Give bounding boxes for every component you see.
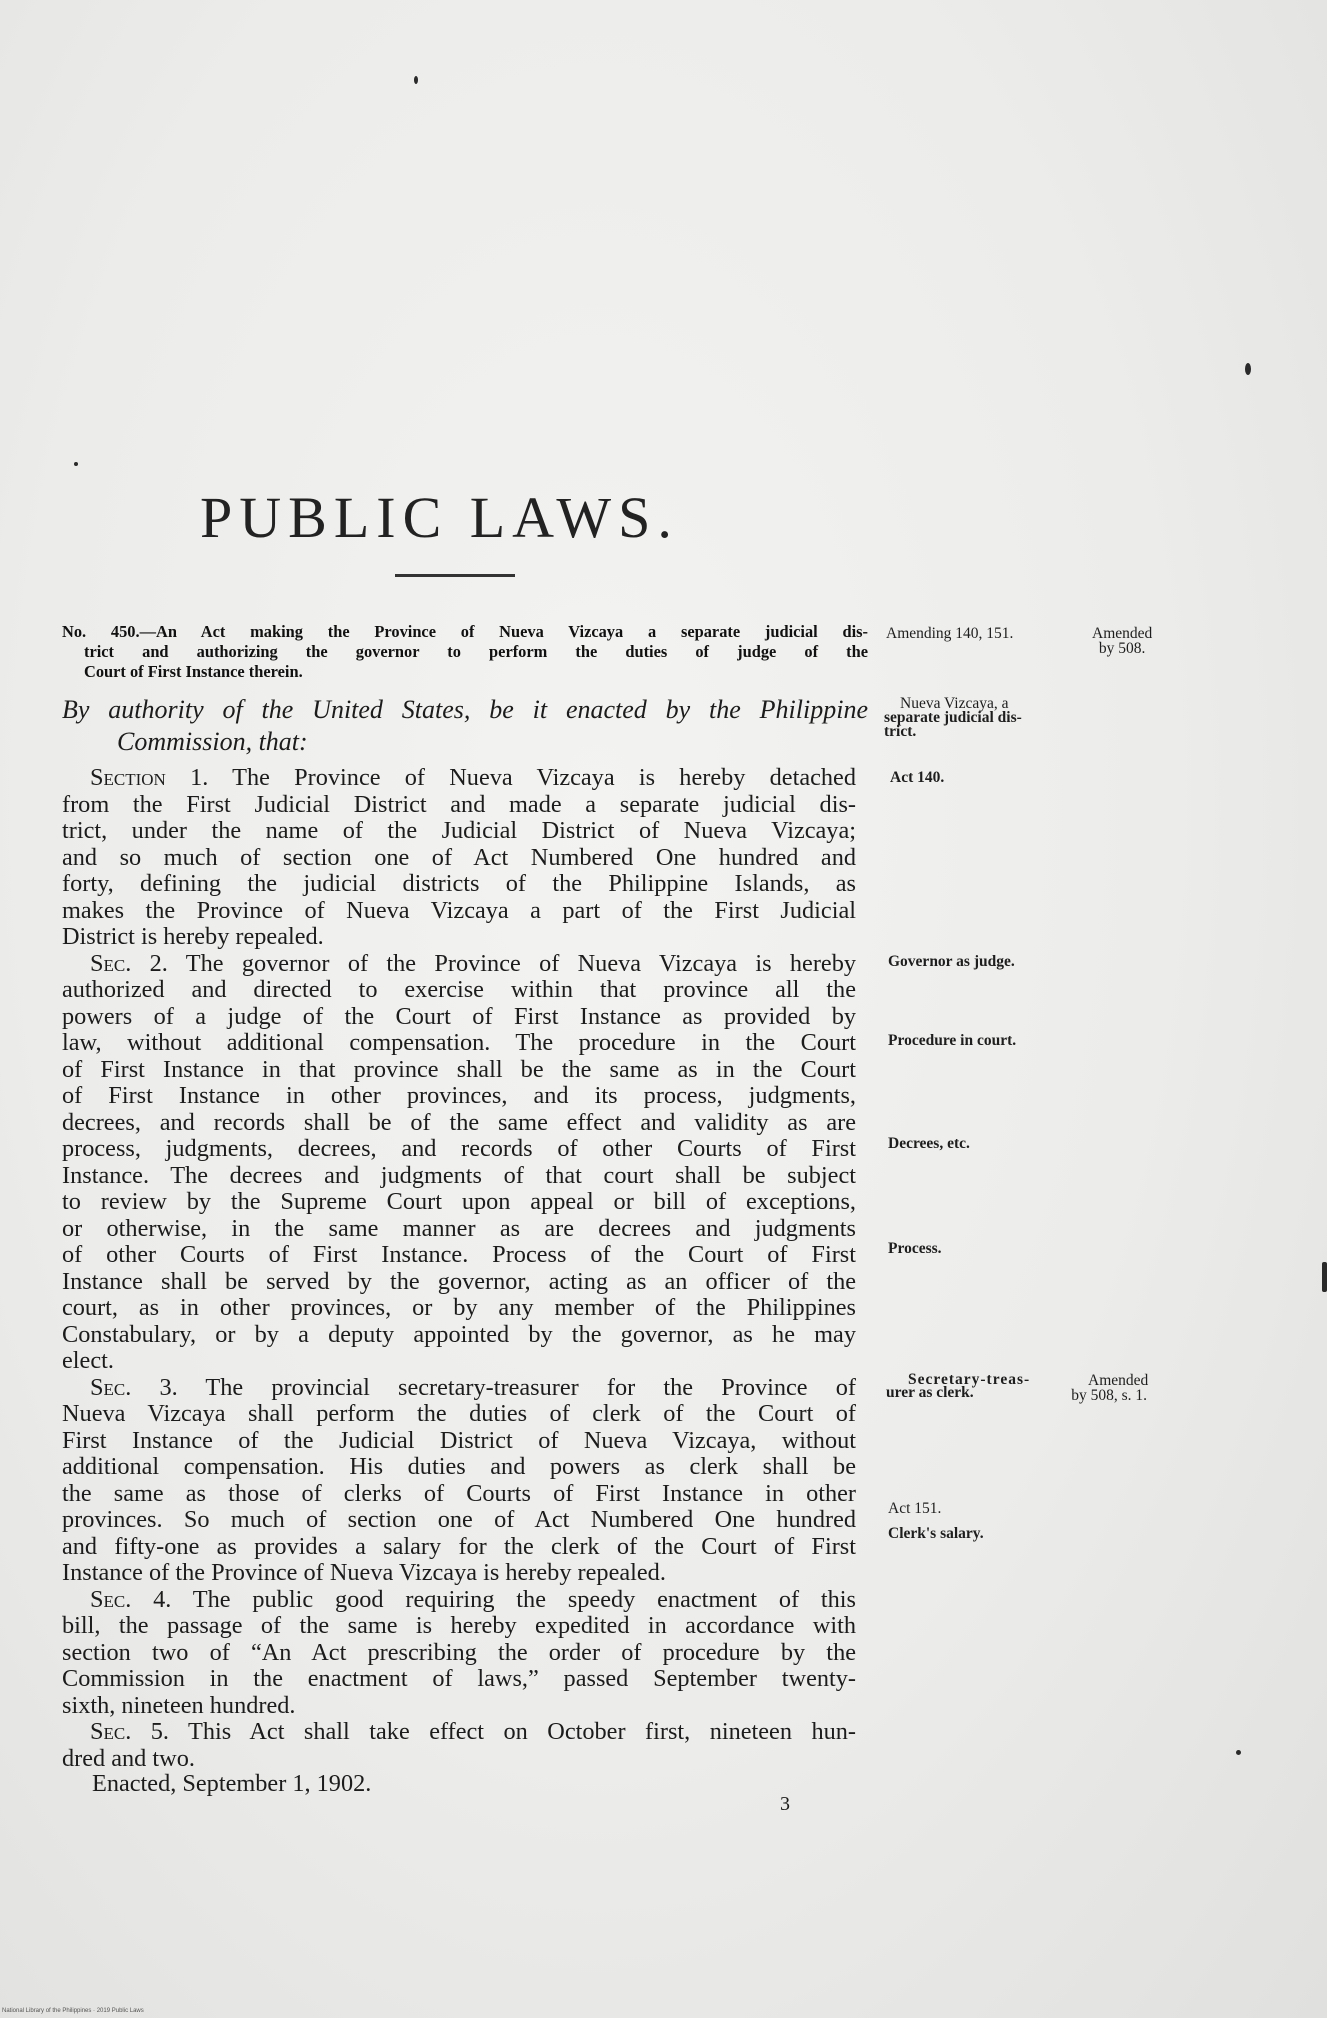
margin-note-line: by 508, s. 1.: [1071, 1387, 1148, 1404]
scan-speck: [74, 462, 78, 466]
body-line: [62, 1401, 856, 1428]
body-line: [62, 1481, 856, 1508]
margin-note-line: by 508.: [1098, 640, 1146, 657]
body-line-text: authorized and directed to exercise within that province all the: [62, 976, 856, 1003]
scan-speck: [1245, 363, 1251, 375]
margin-note-line: separate judicial dis-: [884, 709, 1022, 726]
enacting-clause: [62, 694, 868, 758]
section-label: Section: [90, 764, 166, 791]
enacting-clause-line: Commission, that:: [117, 727, 308, 756]
margin-note-governor: Governor as judge.: [888, 953, 1015, 970]
scan-speck: [414, 76, 418, 84]
margin-note-act-140: Act 140.: [890, 769, 945, 786]
act-heading-line: trict and authorizing the governor to perform the duties of judge of the: [84, 642, 868, 661]
margin-note-line: urer as clerk.: [886, 1384, 974, 1401]
body-line: [62, 818, 856, 845]
body-line-text: provinces. So much of section one of Act Numbered One hundred: [62, 1506, 856, 1533]
body-line: [62, 871, 856, 898]
scan-edge-mark: [1322, 1262, 1327, 1292]
body-line-text: 3. The provincial secretary-treasurer for the Province of: [131, 1373, 856, 1401]
body-line-text: of First Instance in other provinces, and its process, judgments,: [62, 1082, 856, 1109]
body-line-text: law, without additional compensation. The procedure in the Court: [62, 1029, 856, 1056]
body-line: [62, 898, 856, 925]
body-line: [62, 1083, 856, 1110]
body-line-text: and so much of section one of Act Numbered One hundred and: [62, 843, 856, 871]
margin-note-decrees: Decrees, etc.: [888, 1135, 970, 1152]
margin-note-line: trict.: [884, 723, 917, 740]
body-line: [62, 1242, 856, 1269]
body-line-text: Constabulary, or by a deputy appointed by the governor, as he may: [62, 1320, 856, 1348]
body-line: [62, 1057, 856, 1084]
body-line-text: bill, the passage of the same is hereby expedited in accordance with: [62, 1612, 856, 1639]
margin-note-amended: [1092, 626, 1152, 656]
section-label: Sec.: [90, 1585, 132, 1613]
margin-note-secretary-treasurer: [886, 1373, 1030, 1399]
body-line-text: the same as those of clerks of Courts of First Instance in other: [62, 1479, 856, 1507]
body-line-text: and fifty-one as provides a salary for the clerk of the Court of First: [62, 1532, 856, 1560]
body-line-text: process, judgments, decrees, and records of other Courts of First: [62, 1135, 856, 1162]
margin-note-process: Process.: [888, 1240, 942, 1257]
body-line-text: or otherwise, in the same manner as are decrees and judgments: [62, 1214, 856, 1242]
body-line-text: trict, under the name of the Judicial District of Nueva Vizcaya;: [62, 817, 856, 844]
body-line: [62, 951, 856, 978]
body-line: [62, 1534, 856, 1561]
body-line-text: Nueva Vizcaya shall perform the duties of clerk of the Court of: [62, 1400, 856, 1427]
enacting-clause-line: By authority of the United States, be it enacted by the Philippine: [62, 695, 868, 724]
margin-note-line: Amended: [1092, 625, 1153, 642]
scan-footer: National Library of the Philippines · 2019 Public Laws: [2, 2008, 144, 2014]
margin-note-act-151: Act 151.: [888, 1500, 942, 1517]
body-line: [62, 845, 856, 872]
body-line-text: to review by the Supreme Court upon appeal or bill of exceptions,: [62, 1188, 856, 1215]
body-line-text: District is hereby repealed.: [62, 923, 324, 950]
body-line-text: Instance. The decrees and judgments of that court shall be subject: [62, 1161, 856, 1189]
body-line: [62, 1216, 856, 1243]
body-line-text: 2. The governor of the Province of Nueva Vizcaya is hereby: [131, 949, 856, 977]
body-line-text: additional compensation. His duties and powers as clerk shall be: [62, 1453, 856, 1480]
body-line-text: elect.: [62, 1347, 114, 1374]
body-line: [62, 765, 856, 792]
body-line-text: court, as in other provinces, or by any member of the Philippines: [62, 1294, 856, 1321]
body-line-text: Instance shall be served by the governor, acting as an officer of the: [62, 1267, 856, 1295]
body-line: [62, 1640, 856, 1667]
body-line-text: section two of “An Act prescribing the order of procedure by the: [62, 1638, 856, 1666]
body-line: [62, 1666, 856, 1693]
body-line: [62, 1295, 856, 1322]
body-line-text: Instance of the Province of Nueva Vizcaya is hereby repealed.: [62, 1559, 666, 1586]
body-line-text: dred and two.: [62, 1744, 195, 1772]
body-line-text: decrees, and records shall be of the same effect and validity as are: [62, 1108, 856, 1136]
body-line: [62, 1613, 856, 1640]
body-line-text: of First Instance in that province shall be the same as in the Court: [62, 1055, 856, 1083]
body-line-text: forty, defining the judicial districts of the Philippine Islands, as: [62, 870, 856, 897]
body-line: [62, 1110, 856, 1137]
body-line: [62, 1189, 856, 1216]
body-line: [62, 1587, 856, 1614]
act-body: [62, 765, 856, 1772]
margin-note-line: Amended: [1088, 1372, 1149, 1389]
body-line: [62, 1560, 856, 1587]
body-line-text: 4. The public good requiring the speedy enactment of this: [131, 1585, 856, 1613]
margin-note-amending: Amending 140, 151.: [886, 625, 1014, 642]
body-line: [62, 924, 856, 951]
body-line: [62, 1375, 856, 1402]
section-label: Sec.: [90, 1718, 132, 1745]
body-line: [62, 1004, 856, 1031]
section-label: Sec.: [90, 949, 132, 977]
margin-note-line: Nueva Vizcaya, a: [900, 695, 1009, 712]
margin-note-procedure: Procedure in court.: [888, 1032, 1017, 1049]
body-line-text: from the First Judicial District and made a separate judicial dis-: [62, 790, 856, 818]
page-number: 3: [780, 1793, 790, 1815]
body-line: [62, 1719, 856, 1746]
body-line-text: makes the Province of Nueva Vizcaya a part of the First Judicial: [62, 896, 856, 924]
body-line-text: 1. The Province of Nueva Vizcaya is hereby detached: [165, 764, 856, 791]
page-title: PUBLIC LAWS.: [200, 485, 679, 550]
title-rule: [395, 574, 515, 577]
body-line: [62, 1746, 856, 1773]
body-line: [62, 1030, 856, 1057]
act-heading-line: No. 450.—An Act making the Province of Nueva Vizcaya a separate judicial dis-: [62, 622, 868, 641]
act-heading: [62, 622, 868, 682]
body-line: [62, 977, 856, 1004]
body-line: [62, 1269, 856, 1296]
body-line: [62, 1136, 856, 1163]
enacted-date: Enacted, September 1, 1902.: [92, 1770, 372, 1797]
body-line: [62, 1693, 856, 1720]
margin-note-amended-2: [1070, 1373, 1148, 1403]
body-line-text: of other Courts of First Instance. Process of the Court of First: [62, 1241, 856, 1268]
body-line: [62, 1163, 856, 1190]
body-line-text: sixth, nineteen hundred.: [62, 1691, 296, 1719]
body-line-text: First Instance of the Judicial District of Nueva Vizcaya, without: [62, 1426, 856, 1454]
body-line: [62, 1322, 856, 1349]
body-line: [62, 1428, 856, 1455]
body-line-text: Commission in the enactment of laws,” passed September twenty-: [62, 1665, 856, 1692]
body-line: [62, 1507, 856, 1534]
margin-note-clerk-salary: Clerk's salary.: [888, 1525, 984, 1542]
section-label: Sec.: [90, 1373, 132, 1401]
body-line-text: powers of a judge of the Court of First Instance as provided by: [62, 1002, 856, 1030]
margin-note-nueva-vizcaya: [884, 697, 1022, 739]
body-line: [62, 1348, 856, 1375]
margin-note-line: Secretary-treas-: [908, 1371, 1031, 1388]
act-heading-line: Court of First Instance therein.: [84, 662, 303, 681]
body-line: [62, 792, 856, 819]
scan-speck: [1236, 1750, 1241, 1755]
body-line-text: 5. This Act shall take effect on October first, nineteen hun-: [131, 1718, 856, 1745]
body-line: [62, 1454, 856, 1481]
